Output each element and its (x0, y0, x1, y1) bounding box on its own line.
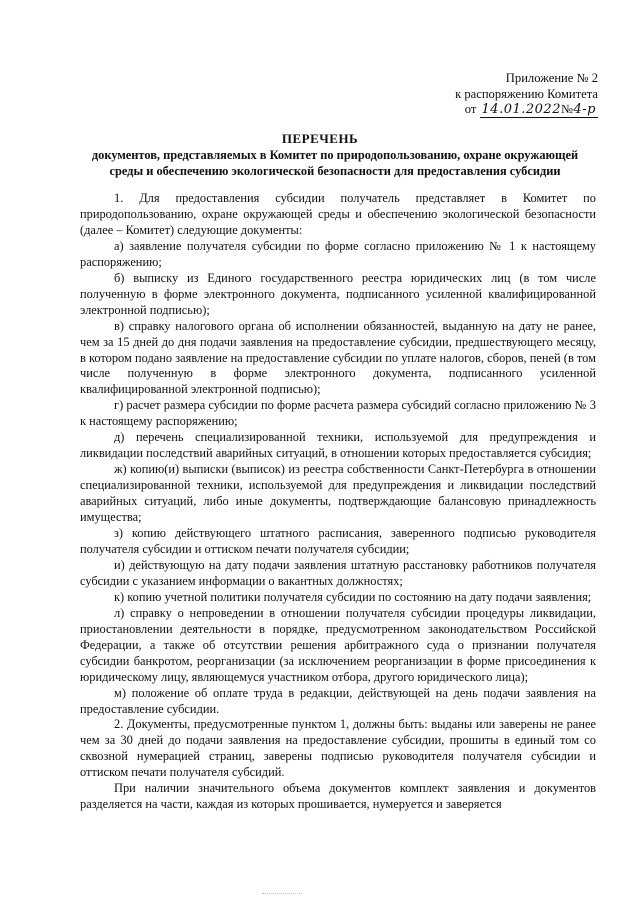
handwritten-date-field (480, 102, 598, 118)
item-a: а) заявление получателя субсидии по форме согласно приложению № 1 к настоящему распоряжению; (80, 238, 596, 269)
item-v: в) справку налогового органа об исполнении обязанностей, выданную на дату не ранее, чем за 15 дней до дня подачи заявления на предоставление субсидии, предшествующего месяцу, в котором подано заявление на предоставление субсидии по уплате налогов, сборов, пеней (в том числе полученную в форме электронного документа, подписанного усиленной квалифицированной электронной подписью); (80, 318, 596, 397)
date-prefix: от (464, 102, 477, 116)
appendix-line-2: к распоряжению Комитета (455, 86, 598, 101)
footer-divider (262, 893, 302, 894)
appendix-header (455, 71, 598, 118)
item-m: м) положение об оплате труда в редакции, действующей на день подачи заявления на предоставление субсидии. (80, 685, 596, 716)
item-zh: ж) копию(и) выписки (выписок) из реестра собственности Санкт-Петербурга в отношении специализированной техники, используемой для предупреждения и ликвидации последствий аварийных ситуаций, либо иные документы, подтверждающие балансовую принадлежность имущества; (80, 462, 596, 525)
item-d: д) перечень специализированной техники, используемой для предупреждения и ликвидации последствий аварийных ситуаций, в отношении которых предоставляется субсидия; (80, 430, 596, 461)
number-sign: № (560, 102, 574, 116)
item-b: б) выписку из Единого государственного реестра юридических лиц (в том числе полученную в форме электронного документа, подписанного усиленной квалифицированной электронной подписью); (80, 270, 596, 317)
paragraph-3: При наличии значительного объема документов комплект заявления и документов разделяется на части, каждая из которых прошивается, нумеруется и заверяется (80, 781, 596, 812)
appendix-date-line (455, 102, 598, 118)
document-subtitle: документов, представляемых в Комитет по природопользованию, охране окружающей среды и обеспечению экологической безопасности для предоставления субсидии (91, 148, 579, 178)
document-title: ПЕРЕЧЕНЬ (281, 131, 359, 146)
item-i: и) действующую на дату подачи заявления штатную расстановку работников получателя субсидии с указанием информации о вакантных должностях; (80, 557, 596, 588)
appendix-line-1: Приложение № 2 (505, 71, 598, 85)
paragraph-1: 1. Для предоставления субсидии получатель представляет в Комитет по природопользованию, охране окружающей среды и обеспечению экологической безопасности (далее – Комитет) следующие документы: (80, 191, 596, 237)
item-z: з) копию действующего штатного расписания, заверенного подписью руководителя получателя субсидии и оттиском печати получателя субсидии; (80, 526, 596, 556)
item-k: к) копию учетной политики получателя субсидии по состоянию на дату подачи заявления; (114, 589, 592, 604)
handwritten-number: 4-р (573, 102, 596, 117)
item-l: л) справку о непроведении в отношении получателя субсидии процедуры ликвидации, приостановлении деятельности в порядке, предусмотренном законодательством Российской Федерации, а также об отсутствии решения арбитражного суда о признании получателя субсидии банкротом, реорганизации (за исключением реорганизации в форме присоединения к юридическому лицу, являющемуся участником отбора, другого юридического лица); (80, 605, 596, 684)
item-g: г) расчет размера субсидии по форме расчета размера субсидий согласно приложению № 3 к настоящему распоряжению; (80, 398, 596, 429)
document-body (80, 191, 596, 813)
paragraph-2: 2. Документы, предусмотренные пунктом 1, должны быть: выданы или заверены не ранее чем за 30 дней до подачи заявления на предоставление субсидии, прошиты в единый том со сквозной нумерацией страниц, заверены подписью руководителя получателя субсидии и оттиском печати получателя субсидий. (80, 717, 596, 780)
handwritten-date: 14.01.2022 (481, 102, 561, 117)
